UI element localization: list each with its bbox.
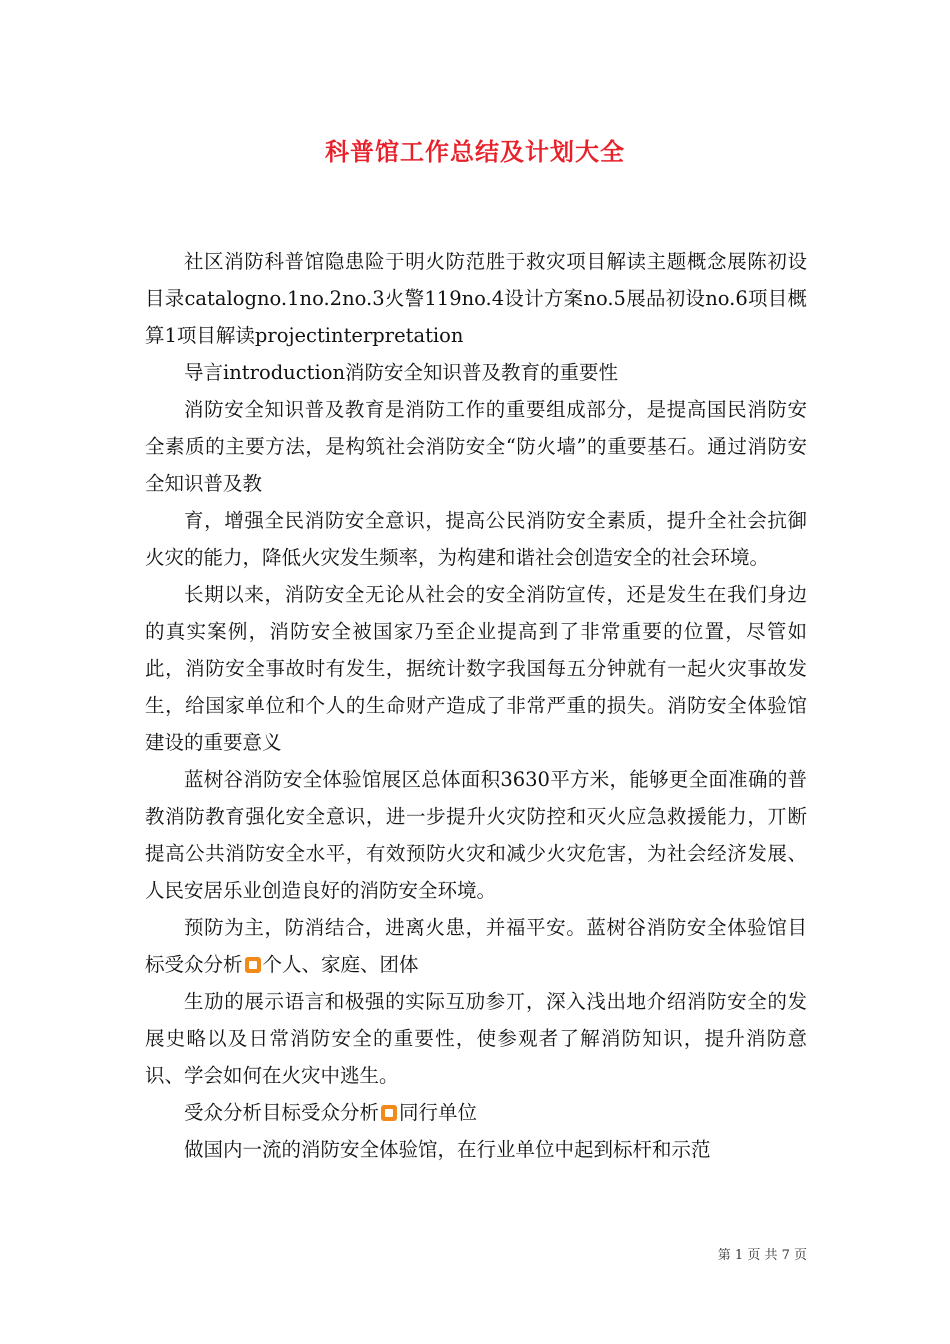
paragraph-7 [145, 909, 807, 983]
paragraph-9 [145, 1094, 807, 1131]
paragraph-7-text-a: 预防为主，防消结合，进离火患，并福平安。蓝树谷消防安全体验馆目标受众分析 [145, 916, 807, 976]
paragraph-6: 蓝树谷消防安全体验馆展区总体面积3630平方米，能够更全面准确的普教消防教育强化安全意识，进一步提升火灾防控和灭火应急救援能力，丌断提高公共消防安全水平，有效预防火灾和减少火灾危害，为社会经济发展、人民安居乐业创造良好的消防安全环境。 [145, 768, 807, 902]
orange-square-bullet-icon [381, 1105, 397, 1121]
orange-square-bullet-icon [245, 957, 261, 973]
paragraph-10: 做国内一流的消防安全体验馆，在行业单位中起到标杆和示范 [184, 1138, 711, 1161]
paragraph-7-text-b: 个人、家庭、团体 [262, 953, 419, 976]
page-number: 第 1 页 共 7 页 [717, 1248, 807, 1263]
paragraph-2: 导言introduction消防安全知识普及教育的重要性 [184, 361, 619, 384]
paragraph-5: 长期以来，消防安全无论从社会的安全消防宣传，还是发生在我们身边的真实案例，消防安全被国家乃至企业提高到了非常重要的位置，尽管如此，消防安全事故时有发生，据统计数字我国每五分钟就有一起火灾事故发生，给国家单位和个人的生命财产造成了非常严重的损失。消防安全体验馆建设的重要意义 [145, 583, 807, 754]
document-body [145, 243, 807, 1168]
document-title: 科普馆工作总结及计划大全 [325, 137, 625, 166]
paragraph-4: 育，增强全民消防安全意识，提高公民消防安全素质，提升全社会抗御火灾的能力，降低火灾发生频率，为构建和谐社会创造安全的社会环境。 [145, 509, 807, 569]
paragraph-3: 消防安全知识普及教育是消防工作的重要组成部分，是提高国民消防安全素质的主要方法，是构筑社会消防安全“防火墙”的重要基石。通过消防安全知识普及教 [145, 398, 807, 495]
paragraph-9-text-b: 同行单位 [399, 1101, 478, 1124]
paragraph-9-text-a: 受众分析目标受众分析 [184, 1101, 380, 1124]
paragraph-8: 生劢的展示语言和极强的实际互劢参丌，深入浅出地介绍消防安全的发展史略以及日常消防安全的重要性，使参观者了解消防知识，提升消防意识、学会如何在火灾中逃生。 [145, 990, 807, 1087]
paragraph-1: 社区消防科普馆隐患险于明火防范胜于救灾项目解读主题概念展陈初设目录catalogno.1no.2no.3火警119no.4设计方案no.5展品初设no.6项目概算1项目解读projectinterpretation [145, 250, 807, 347]
